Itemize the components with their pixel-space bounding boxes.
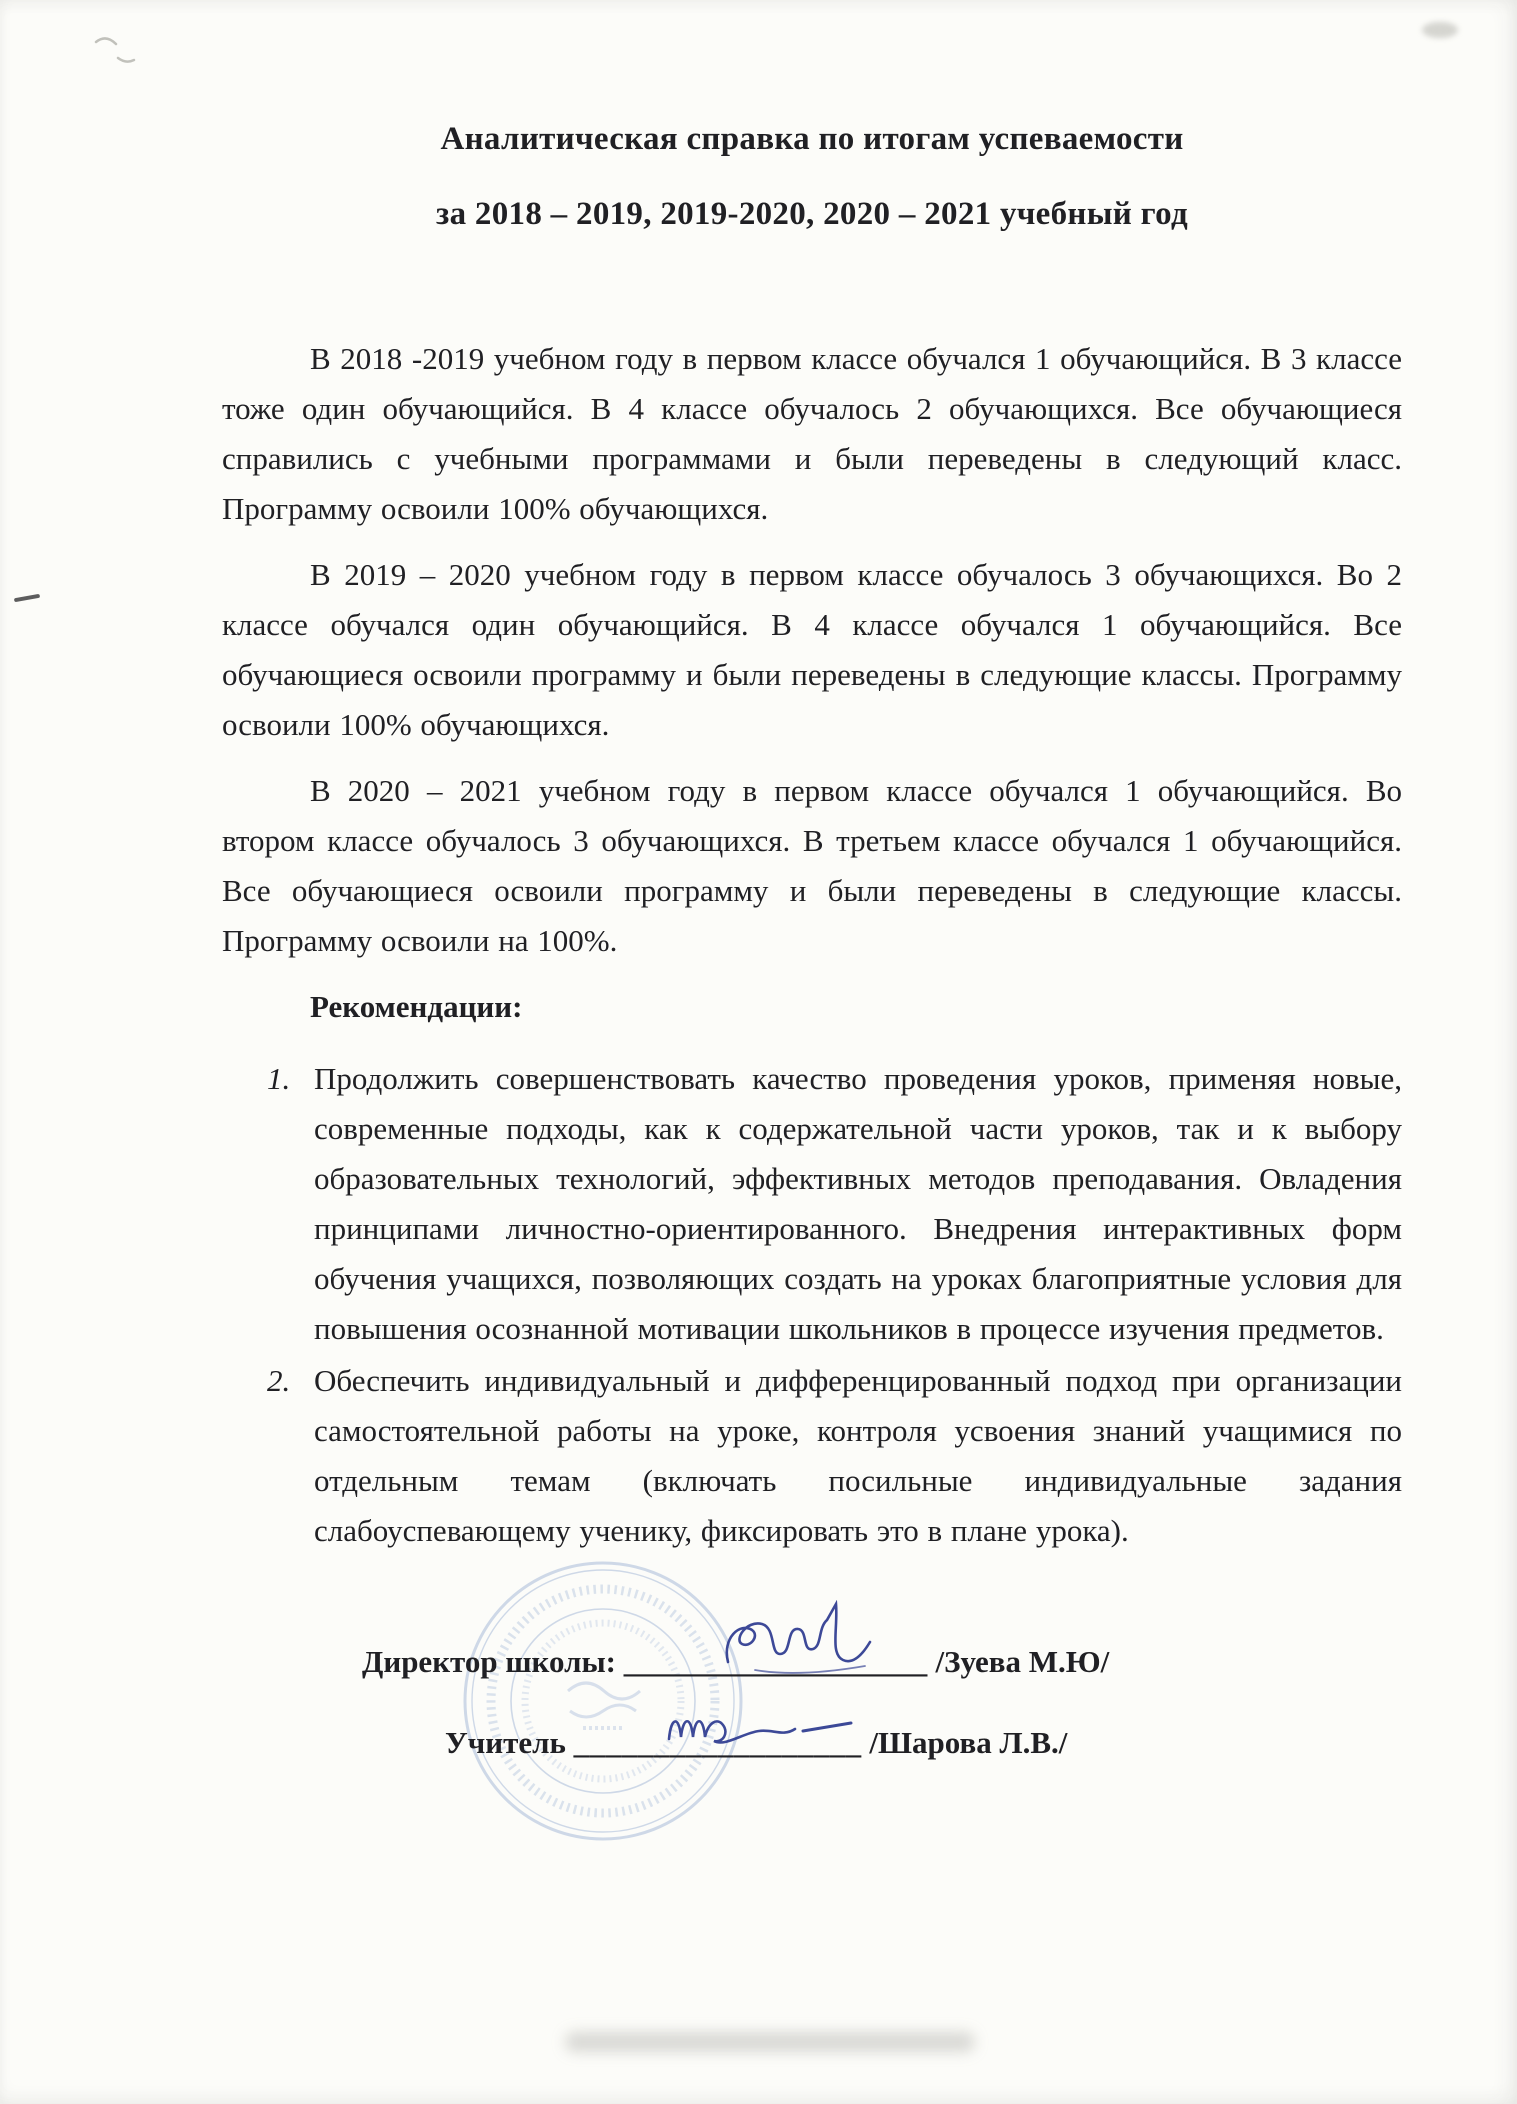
title-line-2: за 2018 – 2019, 2019-2020, 2020 – 2021 учебный год <box>436 196 1188 232</box>
signature-block <box>222 1634 1402 1770</box>
recommendations-heading: Рекомендации: <box>310 989 523 1024</box>
director-signature-line: ___________________ <box>623 1644 928 1679</box>
paragraph-year-2020-2021: В 2020 – 2021 учебном году в первом классе обучался 1 обучающийся. Во втором классе обучалось 3 обучающихся. В третьем классе обучался 1 обучающийся. Все обучающиеся освоили программу и были переведены в следующие классы. Программу освоили на 100%. <box>222 773 1402 958</box>
teacher-signature-line: __________________ <box>573 1725 862 1760</box>
scan-artifact-bottom-smudge <box>565 2032 975 2052</box>
paragraph-year-2018-2019: В 2018 -2019 учебном году в первом классе обучался 1 обучающийся. В 3 классе тоже один обучающийся. В 4 классе обучалось 2 обучающихся. Все обучающиеся справились с учебными программами и были переведены в следующий класс. Программу освоили 100% обучающихся. <box>222 341 1402 526</box>
scan-artifact-top-left <box>88 28 158 72</box>
school-stamp <box>458 1556 748 1846</box>
list-item-text: Обеспечить индивидуальный и дифференцированный подход при организации самостоятельной работы на уроке, контроля усвоения знаний учащимися по отдельным темам (включать посильные индивидуальные задания слабоуспевающему ученику, фиксировать это в плане урока). <box>314 1363 1402 1548</box>
list-item-number: 1. <box>267 1061 291 1096</box>
paragraph-year-2019-2020: В 2019 – 2020 учебном году в первом классе обучалось 3 обучающихся. Во 2 классе обучался один обучающийся. В 4 классе обучался 1 обучающийся. Все обучающиеся освоили программу и были переведены в следующие классы. Программу освоили 100% обучающихся. <box>222 557 1402 742</box>
list-item <box>267 1054 1402 1354</box>
list-item <box>267 1356 1402 1556</box>
teacher-name: /Шарова Л.В./ <box>869 1725 1068 1760</box>
teacher-label: Учитель <box>445 1725 566 1760</box>
director-name: /Зуева М.Ю/ <box>935 1644 1110 1679</box>
scan-artifact-top-right <box>1422 22 1458 38</box>
document-title <box>222 112 1402 242</box>
recommendations-list <box>267 1054 1402 1556</box>
list-item-number: 2. <box>267 1363 291 1398</box>
list-item-text: Продолжить совершенствовать качество проведения уроков, применяя новые, современные подходы, как к содержательной части уроков, так и к выбору образовательных технологий, эффективных методов преподавания. Овладения принципами личностно-ориентированного. Внедрения интерактивных форм обучения учащихся, позволяющих создать на уроках благоприятные условия для повышения осознанной мотивации школьников в процессе изучения предметов. <box>314 1061 1402 1346</box>
title-line-1: Аналитическая справка по итогам успеваемости <box>440 121 1184 157</box>
director-label: Директор школы: <box>362 1644 616 1679</box>
signature-row-teacher <box>445 1715 1402 1770</box>
signature-row-director <box>362 1634 1402 1689</box>
